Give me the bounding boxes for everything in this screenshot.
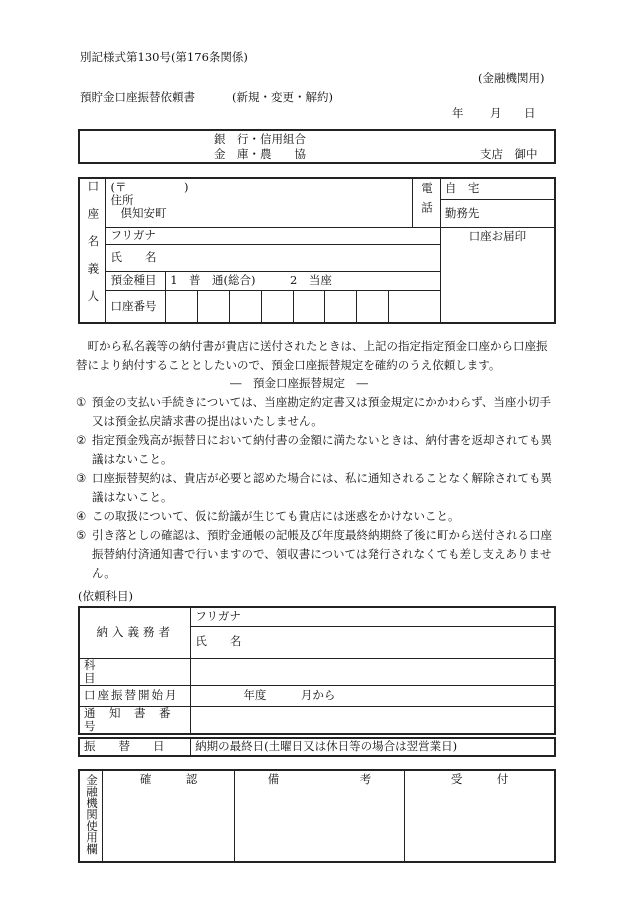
holder-furigana[interactable]: フリガナ [106,228,440,245]
account-digit-7[interactable] [357,291,389,323]
phone-home[interactable]: 自 宅 [440,178,555,200]
account-digit-6[interactable] [325,291,357,323]
address-label: 住所 [110,193,134,208]
account-digit-5[interactable] [293,291,325,323]
rule-item: ② 指定預金残高が振替日において納付書の金額に満たないときは、納付書を返却されても異議はないこと。 [76,433,552,466]
form-reference: 別記様式第130号(第176条関係) [80,50,248,64]
account-digit-1[interactable] [166,291,198,323]
mode-options: (新規・変更・解約) [232,90,333,104]
request-table [78,606,556,735]
bank-use-label: 金融機関使用欄 [79,770,103,862]
request-section-label: (依頼科目) [78,589,133,603]
rule-item: ① 預金の支払い手続きについては、当座勘定約定書又は預金規定にかかわらず、当座小切手又は預金払戻請求書の提出はいたしません。 [76,395,551,428]
request-statement: 町から私名義等の納付書が貴店に送付されたときは、上記の指定指定預金口座から口座振替により納付することとしたいので、預金口座振替規定を確約のうえ依頼します。 [76,339,548,372]
remarks-cell[interactable]: 備 考 [234,770,404,862]
account-digit-3[interactable] [229,291,261,323]
receipt-cell[interactable]: 受 付 [405,770,555,862]
phone-work[interactable]: 勤務先 [440,200,555,228]
holder-name[interactable]: 氏 名 [106,245,440,272]
rule-item: ③ 口座振替契約は、貴店が必要と認めた場合には、私に通知されることなく解除されても異議はないこと。 [76,471,552,504]
form-title: 預貯金口座振替依頼書 [80,90,195,104]
bank-use-table [78,769,556,863]
date-year-label: 年 [452,106,464,120]
account-holder-table [78,177,556,324]
bank-type-line1: 銀 行・信用組合 [214,132,306,146]
rules-title: ― 預金口座振替規定 ― [230,376,368,390]
confirm-cell[interactable]: 確 認 [103,770,234,862]
start-month-value[interactable]: 年度 月から [191,685,555,706]
deposit-type-label: 預金種目 [106,272,166,291]
rule-item: ④ この取扱について、仮に紛議が生じても貴店には迷惑をかけないこと。 [76,509,460,523]
start-month-label: 口座振替開始月 [79,685,191,706]
address-cell[interactable] [106,178,413,228]
rule-item: ⑤ 引き落としの確認は、預貯金通帳の記帳及び年度最終納期終了後に町から送付される口座振替納付済通知書で行いますので、領収書については発行されなくても差し支えありません。 [76,528,552,580]
for-bank-label: (金融機関用) [478,71,545,85]
account-digit-4[interactable] [261,291,293,323]
postal-code: (〒 ) [110,180,189,194]
subject-label: 科 目 [79,658,191,685]
transfer-day-value: 納期の最終日(土曜日又は休日等の場合は翌営業日) [191,738,555,756]
subject-value[interactable] [191,658,555,685]
notice-number-value[interactable] [191,706,555,734]
payer-label: 納入義務者 [79,607,191,658]
seal-box[interactable]: 口座お届印 [440,228,555,323]
bank-type-line2: 金 庫・農 協 [214,147,306,161]
notice-number-label: 通 知 書 番 号 [79,706,191,734]
payer-furigana[interactable]: フリガナ [191,607,555,626]
date-month-label: 月 [490,106,502,120]
address-value: 倶知安町 [120,206,167,221]
account-number-label: 口座番号 [106,291,166,323]
account-digit-8[interactable] [389,291,441,323]
date-day-label: 日 [524,106,536,120]
branch-suffix: 支店 御中 [480,147,538,161]
transfer-day-table [78,737,556,757]
account-holder-section-label: 口座名義人 [79,178,106,323]
account-digit-2[interactable] [198,291,230,323]
deposit-type-options[interactable]: 1 普 通(総合) 2 当座 [166,272,441,291]
transfer-day-label: 振 替 日 [79,738,191,756]
phone-label: 電話 [412,178,440,228]
bank-box [78,129,556,164]
payer-name[interactable]: 氏 名 [191,626,555,658]
